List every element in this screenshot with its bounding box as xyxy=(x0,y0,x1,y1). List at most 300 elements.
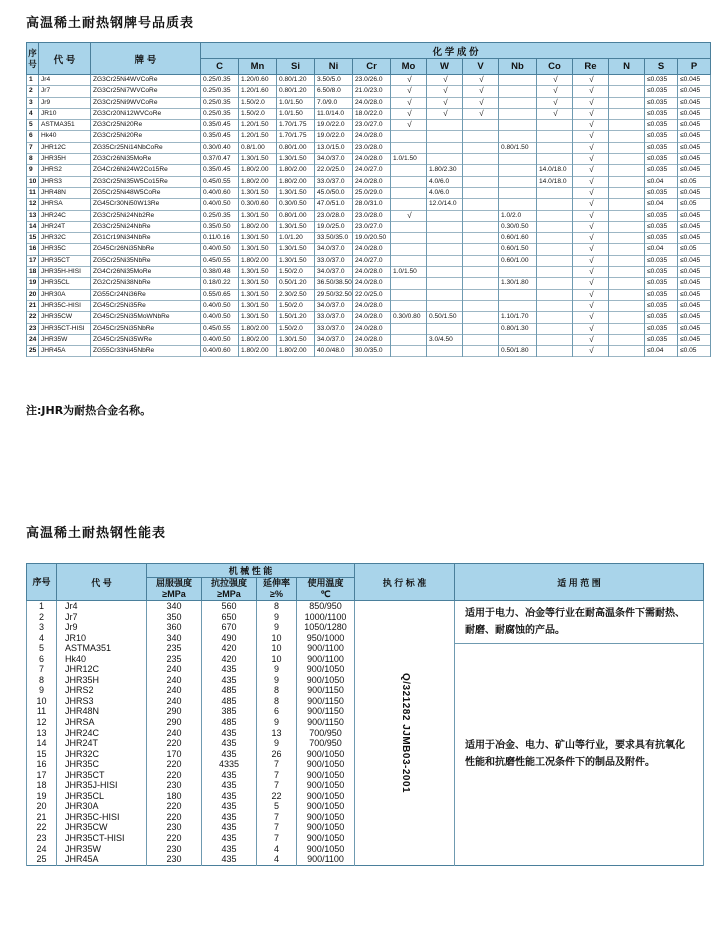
table-cell: JHR12C xyxy=(39,142,91,153)
table-cell: 240 xyxy=(147,675,202,686)
table-cell: 19.0/25.0 xyxy=(315,221,353,232)
scope-cell xyxy=(455,601,704,644)
table-cell: 240 xyxy=(147,685,202,696)
header-element: W xyxy=(427,59,463,75)
table-cell: 1.20/0.60 xyxy=(239,75,277,86)
table-cell xyxy=(391,300,427,311)
table-row xyxy=(27,233,711,244)
table-cell xyxy=(537,199,573,210)
table-cell: 1.0/1.50 xyxy=(277,97,315,108)
table-cell: JR10 xyxy=(39,108,91,119)
table-cell: 1.30/1.50 xyxy=(277,187,315,198)
table-cell: 5 xyxy=(27,120,39,131)
table-cell: 23.0/28.0 xyxy=(315,210,353,221)
table-cell xyxy=(391,346,427,357)
table-cell: 435 xyxy=(202,675,257,686)
header2-standard: 执 行 标 准 xyxy=(355,564,455,601)
table-cell: JHR24C xyxy=(39,210,91,221)
table-cell: 8 xyxy=(257,696,297,707)
table-cell: √ xyxy=(463,86,499,97)
table-cell: 240 xyxy=(147,696,202,707)
table-cell: 1.30/1.50 xyxy=(239,244,277,255)
table-cell xyxy=(499,176,537,187)
table-cell xyxy=(391,244,427,255)
table-cell: 14.0/18.0 xyxy=(537,165,573,176)
table-cell xyxy=(537,154,573,165)
table-cell: 290 xyxy=(147,717,202,728)
table-cell: 1.30/1.50 xyxy=(277,334,315,345)
table-cell: 435 xyxy=(202,854,257,865)
header2-scope: 适 用 范 围 xyxy=(455,564,704,601)
table-cell: 1000/1100 xyxy=(297,612,355,623)
table-cell: √ xyxy=(573,199,609,210)
table-cell: 34.0/37.0 xyxy=(315,300,353,311)
table-cell: ≤0.04 xyxy=(645,346,678,357)
scope-cell xyxy=(455,643,704,865)
table-cell: 435 xyxy=(202,728,257,739)
table-cell xyxy=(463,176,499,187)
table-cell: √ xyxy=(573,187,609,198)
standard-cell xyxy=(355,601,455,866)
header-element: P xyxy=(678,59,711,75)
table-cell: Hk40 xyxy=(57,654,147,665)
table-cell: 0.38/0.48 xyxy=(201,267,239,278)
table-cell: ZG3Cr25Ni4WVCoRe xyxy=(91,75,201,86)
table-cell xyxy=(427,131,463,142)
table-cell: JHR12C xyxy=(57,664,147,675)
table-cell: 9 xyxy=(257,738,297,749)
table-cell xyxy=(609,199,645,210)
table-cell: 45.0/50.0 xyxy=(315,187,353,198)
table-cell: 0.35/0.45 xyxy=(201,131,239,142)
table-cell: 0.80/1.20 xyxy=(277,75,315,86)
table-cell: 0.35/0.45 xyxy=(201,120,239,131)
table-cell: 3.0/4.50 xyxy=(427,334,463,345)
table-cell: Jr9 xyxy=(57,622,147,633)
table-row xyxy=(27,210,711,221)
table-cell: JR10 xyxy=(57,633,147,644)
table-cell xyxy=(463,289,499,300)
table-cell: 900/1050 xyxy=(297,844,355,855)
table-cell: 0.25/0.35 xyxy=(201,97,239,108)
table-cell: 0.55/0.65 xyxy=(201,289,239,300)
table-cell: 0.40/0.50 xyxy=(201,300,239,311)
table-cell: 12.0/14.0 xyxy=(427,199,463,210)
table-cell: 7 xyxy=(27,142,39,153)
table-cell: 1.80/2.00 xyxy=(239,323,277,334)
table-cell: 17 xyxy=(27,255,39,266)
table-cell: 1.50/2.0 xyxy=(239,108,277,119)
table-cell: 33.0/37.0 xyxy=(315,176,353,187)
table-cell: 28.0/31.0 xyxy=(353,199,391,210)
table-cell: 1.30/1.80 xyxy=(499,278,537,289)
table-cell xyxy=(499,165,537,176)
table-cell: 26 xyxy=(257,749,297,760)
table-cell: 220 xyxy=(147,833,202,844)
table-cell xyxy=(463,323,499,334)
table-cell: ≤0.045 xyxy=(678,255,711,266)
table-cell: ≤0.035 xyxy=(645,131,678,142)
table-cell: 23.0/28.0 xyxy=(353,142,391,153)
table-cell: 0.80/1.50 xyxy=(499,142,537,153)
table-cell: JHR35H xyxy=(39,154,91,165)
table-row xyxy=(27,187,711,198)
table-cell: 30.0/35.0 xyxy=(353,346,391,357)
table-cell xyxy=(463,165,499,176)
table-cell: 1.10/1.70 xyxy=(499,312,537,323)
table-cell: ≤0.035 xyxy=(645,120,678,131)
table-cell: √ xyxy=(463,97,499,108)
table-cell xyxy=(391,187,427,198)
table-cell: 670 xyxy=(202,622,257,633)
table-cell xyxy=(609,244,645,255)
table-cell: 1.30/1.50 xyxy=(239,312,277,323)
table-cell: 1.80/2.00 xyxy=(239,165,277,176)
table-cell: 24.0/28.0 xyxy=(353,131,391,142)
table-row xyxy=(27,267,711,278)
table-cell: ZG2Cr25Ni38NbRe xyxy=(91,278,201,289)
standard-text: Q/321282 JJMB03-2001 xyxy=(399,672,411,793)
footnote: 注:JHR为耐热合金名称。 xyxy=(26,404,152,417)
table-cell: 1.0/1.20 xyxy=(277,233,315,244)
table-cell: ≤0.035 xyxy=(645,165,678,176)
table-cell: 230 xyxy=(147,780,202,791)
table-cell: 10 xyxy=(257,643,297,654)
table-cell xyxy=(499,108,537,119)
table-cell: JHR35CT-HISI xyxy=(39,323,91,334)
table-cell: 8 xyxy=(27,154,39,165)
table-cell xyxy=(609,300,645,311)
table-cell: 24.0/28.0 xyxy=(353,300,391,311)
table-cell: 7 xyxy=(27,664,57,675)
table-cell: 485 xyxy=(202,717,257,728)
table-cell: 230 xyxy=(147,854,202,865)
table-cell xyxy=(463,210,499,221)
table-cell: 850/950 xyxy=(297,601,355,612)
table-cell: 900/1050 xyxy=(297,749,355,760)
table-row xyxy=(27,176,711,187)
table-cell: ≤0.035 xyxy=(645,278,678,289)
table-cell: JHRSA xyxy=(57,717,147,728)
table-cell: 6 xyxy=(27,654,57,665)
table-cell: 33.50/35.0 xyxy=(315,233,353,244)
table-cell: 340 xyxy=(147,601,202,612)
table-cell: 9 xyxy=(257,622,297,633)
table-cell: 900/1150 xyxy=(297,696,355,707)
table-cell xyxy=(463,278,499,289)
table-cell: 900/1050 xyxy=(297,822,355,833)
table-cell: 17 xyxy=(27,770,57,781)
table-cell xyxy=(463,334,499,345)
table-cell: ≤0.035 xyxy=(645,334,678,345)
table-cell: 7 xyxy=(257,770,297,781)
table-cell: 420 xyxy=(202,654,257,665)
table-cell: 1.50/2.0 xyxy=(277,323,315,334)
header2-yield: 屈服强度 ≥MPa xyxy=(147,578,202,601)
table-cell: 9 xyxy=(27,165,39,176)
table-cell: 435 xyxy=(202,780,257,791)
table-cell: ZG45Cr25Ni35MoWNbRe xyxy=(91,312,201,323)
table-cell: 12 xyxy=(27,199,39,210)
table-row xyxy=(27,199,711,210)
table-cell xyxy=(609,289,645,300)
table-cell: 47.0/51.0 xyxy=(315,199,353,210)
table-cell: 9 xyxy=(257,664,297,675)
table-cell: √ xyxy=(573,120,609,131)
table-cell: 1.80/2.00 xyxy=(239,221,277,232)
table-cell: JHR35H xyxy=(57,675,147,686)
table-cell: √ xyxy=(427,75,463,86)
table-cell: 435 xyxy=(202,801,257,812)
table-cell: 360 xyxy=(147,622,202,633)
table-cell: 220 xyxy=(147,759,202,770)
table-cell: 20 xyxy=(27,289,39,300)
table-cell xyxy=(427,142,463,153)
table-cell: √ xyxy=(573,300,609,311)
table-cell: ≤0.045 xyxy=(678,97,711,108)
table-cell: 560 xyxy=(202,601,257,612)
table-row xyxy=(27,346,711,357)
table-cell xyxy=(499,334,537,345)
table-cell: √ xyxy=(537,86,573,97)
table-cell xyxy=(609,97,645,108)
table-cell: ZG3Cr25Ni35W5Co15Re xyxy=(91,176,201,187)
table-cell: 1.30/1.50 xyxy=(239,289,277,300)
table-cell: 900/1100 xyxy=(297,654,355,665)
table-cell: 18 xyxy=(27,780,57,791)
table-cell: ≤0.045 xyxy=(678,187,711,198)
table-cell xyxy=(499,199,537,210)
table-cell: 1.20/1.50 xyxy=(239,131,277,142)
table-cell xyxy=(391,323,427,334)
table-cell xyxy=(609,176,645,187)
table-cell: 0.50/1.50 xyxy=(427,312,463,323)
table-cell: 23.0/27.0 xyxy=(353,221,391,232)
table-cell xyxy=(463,187,499,198)
table-cell xyxy=(537,244,573,255)
table-cell xyxy=(391,233,427,244)
table-cell: √ xyxy=(573,210,609,221)
header-element: Mo xyxy=(391,59,427,75)
table-cell: 6.50/8.0 xyxy=(315,86,353,97)
table-cell: 900/1050 xyxy=(297,801,355,812)
table-cell xyxy=(609,154,645,165)
table-cell: 1.80/2.00 xyxy=(277,165,315,176)
table-cell: ≤0.045 xyxy=(678,75,711,86)
table-cell: ≤0.045 xyxy=(678,221,711,232)
table-cell: ≤0.035 xyxy=(645,221,678,232)
table-cell xyxy=(609,323,645,334)
table-cell xyxy=(499,154,537,165)
table-cell: JHR32C xyxy=(39,233,91,244)
table-cell: ≤0.045 xyxy=(678,120,711,131)
table-cell: ZG3Cr25Ni24NbRe xyxy=(91,221,201,232)
table-cell: 1.0/2.0 xyxy=(499,210,537,221)
table-cell: 0.60/1.60 xyxy=(499,233,537,244)
table-cell xyxy=(499,97,537,108)
table-cell: 40.0/48.0 xyxy=(315,346,353,357)
table-cell xyxy=(537,300,573,311)
table-cell: 900/1100 xyxy=(297,643,355,654)
table-cell: JHR35W xyxy=(57,844,147,855)
table-cell: 4 xyxy=(27,108,39,119)
table-cell: JHR45A xyxy=(57,854,147,865)
table-cell: 1.30/1.50 xyxy=(277,221,315,232)
table-cell: √ xyxy=(573,108,609,119)
table-cell: 25.0/29.0 xyxy=(353,187,391,198)
table-cell: 900/1050 xyxy=(297,791,355,802)
table-cell: JHR48N xyxy=(39,187,91,198)
table-cell: 1050/1280 xyxy=(297,622,355,633)
table-row xyxy=(27,334,711,345)
table-cell xyxy=(463,221,499,232)
table-cell: JHR35CT xyxy=(39,255,91,266)
table-cell: ≤0.035 xyxy=(645,187,678,198)
table-cell: √ xyxy=(573,86,609,97)
table-cell xyxy=(609,187,645,198)
table-cell: 25 xyxy=(27,346,39,357)
table-cell: 15 xyxy=(27,749,57,760)
table-cell: JHR35W xyxy=(39,334,91,345)
table-cell xyxy=(499,289,537,300)
table-cell: 1.20/1.60 xyxy=(239,86,277,97)
table-cell xyxy=(609,142,645,153)
table-cell xyxy=(537,267,573,278)
table-cell: 0.80/1.00 xyxy=(277,210,315,221)
table-cell: ≤0.045 xyxy=(678,278,711,289)
table-cell: ≤0.035 xyxy=(645,142,678,153)
table-cell: JHR24T xyxy=(39,221,91,232)
header-code: 代 号 xyxy=(39,43,91,75)
table-cell: ≤0.045 xyxy=(678,267,711,278)
table-cell: 1.30/1.50 xyxy=(277,255,315,266)
table-cell: √ xyxy=(391,75,427,86)
table-cell xyxy=(391,165,427,176)
header2-elongation: 延伸率 ≥% xyxy=(257,578,297,601)
table-cell xyxy=(391,289,427,300)
table-cell: Hk40 xyxy=(39,131,91,142)
table-cell xyxy=(537,312,573,323)
table-cell: 435 xyxy=(202,749,257,760)
table-cell: ZG55Cr24Ni36Re xyxy=(91,289,201,300)
table-cell: 1.80/2.00 xyxy=(239,255,277,266)
table-cell: 25 xyxy=(27,854,57,865)
table-cell: 24.0/27.0 xyxy=(353,165,391,176)
table-cell: 13 xyxy=(27,210,39,221)
table-cell: 24.0/28.0 xyxy=(353,97,391,108)
table-cell xyxy=(463,120,499,131)
header-grade: 牌 号 xyxy=(91,43,201,75)
property-table xyxy=(26,563,704,866)
header-element: Co xyxy=(537,59,573,75)
table-cell: 34.0/37.0 xyxy=(315,334,353,345)
table-cell: ≤0.045 xyxy=(678,300,711,311)
table-cell xyxy=(537,323,573,334)
table-cell: 10 xyxy=(27,176,39,187)
table-cell: 1.80/2.00 xyxy=(277,346,315,357)
header-element: N xyxy=(609,59,645,75)
table-cell: √ xyxy=(573,233,609,244)
table-cell: 14 xyxy=(27,221,39,232)
table-cell: 14 xyxy=(27,738,57,749)
table-cell: 1.50/2.0 xyxy=(277,300,315,311)
table-cell: 1 xyxy=(27,75,39,86)
table-cell xyxy=(427,154,463,165)
table-cell: √ xyxy=(573,278,609,289)
table-cell: ZG3Cr25Ni9WVCoRe xyxy=(91,97,201,108)
table-cell: 4 xyxy=(257,854,297,865)
table-cell: JHR32C xyxy=(57,749,147,760)
table-cell: ≤0.04 xyxy=(645,244,678,255)
table-cell: 19.0/22.0 xyxy=(315,131,353,142)
table-cell xyxy=(463,154,499,165)
table-cell xyxy=(609,278,645,289)
table-cell xyxy=(499,75,537,86)
table-cell xyxy=(463,131,499,142)
table-cell: 22 xyxy=(257,791,297,802)
table-row xyxy=(27,120,711,131)
table-cell: 9 xyxy=(257,612,297,623)
table-cell xyxy=(427,300,463,311)
table-cell xyxy=(391,131,427,142)
table-cell: 3 xyxy=(27,97,39,108)
table-cell: √ xyxy=(573,255,609,266)
table-cell: ≤0.045 xyxy=(678,86,711,97)
table-cell: 435 xyxy=(202,770,257,781)
table-cell: √ xyxy=(573,142,609,153)
table-cell: 1.80/2.00 xyxy=(239,346,277,357)
table-cell: √ xyxy=(573,131,609,142)
table-cell: ZG3Cr25Ni24Nb2Re xyxy=(91,210,201,221)
table-cell: 2 xyxy=(27,86,39,97)
table-cell xyxy=(537,187,573,198)
table-cell: ZG5Cr25Ni35NbRe xyxy=(91,255,201,266)
table-cell xyxy=(391,255,427,266)
table-cell xyxy=(537,221,573,232)
table-cell: √ xyxy=(391,97,427,108)
table-cell xyxy=(609,210,645,221)
table-cell: 0.80/1.00 xyxy=(277,142,315,153)
table-cell: ≤0.04 xyxy=(645,176,678,187)
table-cell xyxy=(463,199,499,210)
table-cell: √ xyxy=(391,120,427,131)
table-cell: 3.50/5.0 xyxy=(315,75,353,86)
table-cell: 0.40/0.50 xyxy=(201,334,239,345)
table-cell: 490 xyxy=(202,633,257,644)
table-cell: 1.0/1.50 xyxy=(391,154,427,165)
table-cell: 24.0/28.0 xyxy=(353,323,391,334)
table-cell: 7 xyxy=(257,812,297,823)
table-cell: ≤0.035 xyxy=(645,108,678,119)
table-cell: 900/1150 xyxy=(297,717,355,728)
table-cell: ≤0.04 xyxy=(645,199,678,210)
header2-code: 代 号 xyxy=(57,564,147,601)
table-cell: 24 xyxy=(27,334,39,345)
table-cell: 1.50/2.0 xyxy=(277,267,315,278)
header-seq: 序号 xyxy=(27,43,39,75)
quality-table-title: 高温稀土耐热钢牌号品质表 xyxy=(26,16,195,31)
table-row xyxy=(27,131,711,142)
table-cell: 170 xyxy=(147,749,202,760)
header2-seq: 序号 xyxy=(27,564,57,601)
table-cell xyxy=(537,346,573,357)
table-cell: 435 xyxy=(202,664,257,675)
table-cell: JHR35C-HISI xyxy=(39,300,91,311)
header-composition: 化 学 成 份 xyxy=(201,43,711,59)
table-cell: 1.80/2.00 xyxy=(239,334,277,345)
table-cell: 13.0/15.0 xyxy=(315,142,353,153)
table-cell: 7 xyxy=(257,822,297,833)
